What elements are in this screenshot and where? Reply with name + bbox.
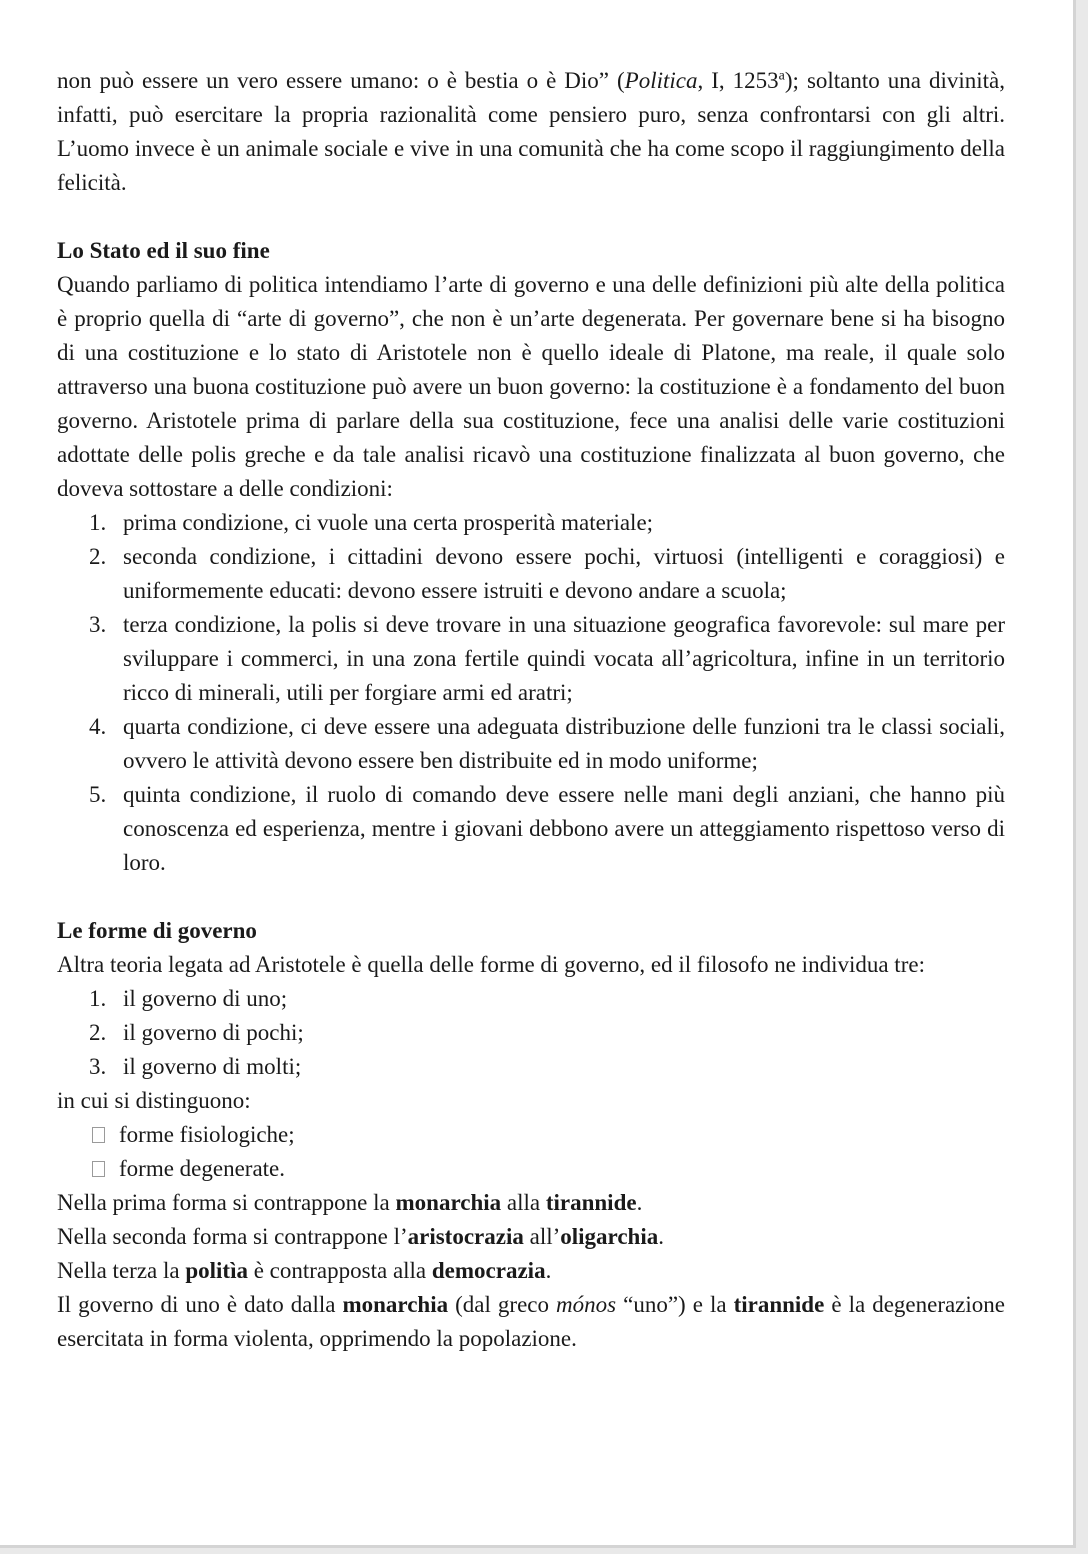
section-forme-paragraph: Altra teoria legata ad Aristotele è quella delle forme di governo, ed il filosofo ne individua tre: [57,952,925,977]
distinguish-line: in cui si distinguono: [57,1088,251,1113]
text-run: alla [501,1190,546,1215]
text-run: (dal greco [448,1292,557,1317]
conditions-list [57,506,1005,880]
section-stato-paragraph: Quando parliamo di politica intendiamo l’arte di governo e una delle definizioni più alte della politica è proprio quella di “arte di governo”, che non è un’arte degenerata. Per governare bene si ha bisogno di una costituzione e lo stato di Aristotele non è quello ideale di Platone, ma reale, il quale solo attraverso una buona costituzione può avere un buon governo: la costituzione è a fondamento del buon governo. Aristotele prima di parlare della sua costituzione, fece una analisi delle varie costituzioni adottate delle polis greche e da tale analisi ricavò una costituzione finalizzata al buon governo, che doveva sottostare a delle condizioni: [57,272,1005,501]
intro-text-b: , I, 1253 [697,68,779,93]
text-run: “uno”) e la [616,1292,734,1317]
intro-paragraph [57,64,1005,200]
text-run: è la degenerazione esercitata in forma violenta, opprimendo la popolazione. [57,1292,1005,1351]
text-run: Nella prima forma si contrappone la [57,1190,396,1215]
intro-superscript: a [778,68,785,84]
list-number: 3. [89,612,107,637]
list-number: 2. [89,1020,107,1045]
list-item-text: forme fisiologiche; [119,1122,295,1147]
intro-italic-title: Politica [624,68,698,93]
list-item [57,506,1005,540]
list-item-text: quarta condizione, ci deve essere una adeguata distribuzione delle funzioni tra le classi sociali, ovvero le attività devono essere ben distribuite ed in modo uniforme; [123,714,1005,773]
intro-text-c: ); soltanto una divinità, infatti, può esercitare la propria razionalità come pensiero puro, senza confrontarsi con gli altri. L’uomo invece è un animale sociale e vive in una comunità che ha come scopo il raggiungimento della felicità. [57,68,1005,195]
contrast-line-3 [57,1254,1005,1288]
list-item [57,1152,1005,1186]
bold-term: politìa [185,1258,248,1283]
forms-list [57,1118,1005,1186]
list-number: 5. [89,782,107,807]
list-item [57,982,1005,1016]
bold-term: monarchia [395,1190,502,1215]
spacer [57,200,1005,234]
list-item [57,1050,1005,1084]
italic-term: mónos [556,1292,617,1317]
list-number: 3. [89,1054,107,1079]
checkbox-icon [92,1161,105,1177]
list-number: 1. [89,510,107,535]
list-item-text: il governo di molti; [123,1054,302,1079]
contrast-line-1 [57,1186,1005,1220]
bold-term: oligarchia [560,1224,659,1249]
text-run: . [636,1190,643,1215]
bold-term: tirannide [733,1292,825,1317]
section-title-forme: Le forme di governo [57,918,257,943]
list-item [57,1016,1005,1050]
list-item [57,608,1005,710]
bold-term: democrazia [431,1258,546,1283]
text-run: Il governo di uno è dato dalla [57,1292,343,1317]
text-run: Nella terza la [57,1258,186,1283]
list-item [57,540,1005,608]
list-item-text: forme degenerate. [119,1156,286,1181]
list-number: 1. [89,986,107,1011]
list-item-text: seconda condizione, i cittadini devono essere pochi, virtuosi (intelligenti e coraggiosi) e uniformemente educati: devono essere istruiti e devono andare a scuola; [123,544,1005,603]
text-run: . [658,1224,664,1249]
section-title-stato: Lo Stato ed il suo fine [57,238,270,263]
list-number: 4. [89,714,107,739]
bold-term: tirannide [545,1190,637,1215]
list-item-text: quinta condizione, il ruolo di comando deve essere nelle mani degli anziani, che hanno più conoscenza ed esperienza, mentre i giovani debbono avere un atteggiamento rispettoso verso di loro. [123,782,1005,875]
list-number: 2. [89,544,107,569]
list-item [57,778,1005,880]
document-content [57,64,1005,1356]
list-item-text: il governo di pochi; [123,1020,304,1045]
checkbox-icon [92,1127,105,1143]
text-run: all’ [523,1224,561,1249]
contrast-line-2 [57,1220,1005,1254]
spacer [57,880,1005,914]
intro-text-a: non può essere un vero essere umano: o è bestia o è Dio” ( [57,68,625,93]
list-item-text: terza condizione, la polis si deve trovare in una situazione geografica favorevole: sul mare per sviluppare i commerci, in una zona fertile quindi vocata all’agricoltura, infine in un territorio ricco di minerali, utili per forgiare armi ed aratri; [123,612,1005,705]
text-run: . [545,1258,552,1283]
bold-term: aristocrazia [407,1224,524,1249]
list-item [57,710,1005,778]
bold-term: monarchia [342,1292,449,1317]
monarchy-paragraph [57,1288,1005,1356]
government-list [57,982,1005,1084]
text-run: Nella seconda forma si contrappone l’ [57,1224,408,1249]
text-run: è contrapposta alla [247,1258,432,1283]
list-item-text: il governo di uno; [123,986,288,1011]
list-item-text: prima condizione, ci vuole una certa prosperità materiale; [123,510,654,535]
list-item [57,1118,1005,1152]
